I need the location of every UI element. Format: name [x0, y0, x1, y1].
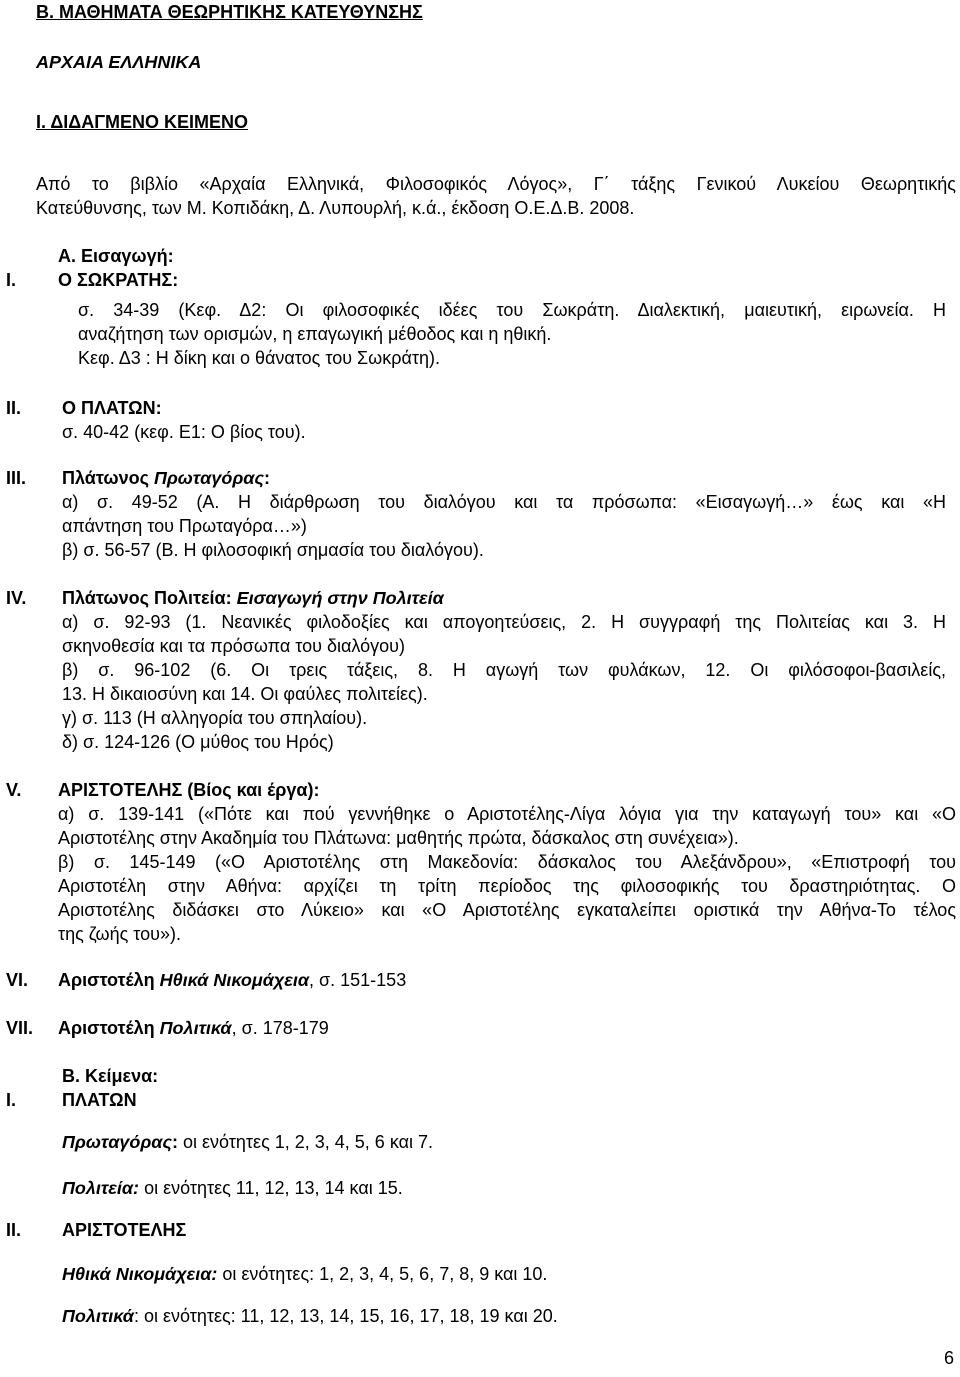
nicomachean-ethics-line: Αριστοτέλη Ηθικά Νικομάχεια, σ. 151-153 [58, 970, 407, 990]
page-number: 6 [944, 1348, 955, 1368]
numeral-v: V. [6, 780, 22, 800]
part-title: Ι. ΔΙΔΑΓΜΕΝΟ ΚΕΙΜΕΝΟ [36, 112, 249, 132]
protagoras-line-2: απάντηση του Πρωταγόρα…») [62, 516, 307, 536]
republic-line-2: σκηνοθεσία και τα πρόσωπα του διαλόγου) [62, 636, 406, 656]
plato-line-1: σ. 40-42 (κεφ. Ε1: Ο βίος του). [62, 422, 306, 442]
republic-line-5: γ) σ. 113 (Η αλληγορία του σπηλαίου). [62, 708, 368, 728]
aristotle-line-6: της ζωής του»). [58, 924, 181, 944]
republic-line-1: α) σ. 92-93 (1. Νεανικές φιλοδοξίες και απογοητεύσεις, 2. Η συγγραφή της Πολιτείας και 3. Η [62, 612, 946, 632]
protagoras-line-1: α) σ. 49-52 (Α. Η διάρθρωση του διαλόγου και τα πρόσωπα: «Εισαγωγή…» έως και «Η [62, 492, 946, 512]
numeral-texts-ii: II. [6, 1220, 22, 1240]
politics-units: Πολιτικά: οι ενότητες: 11, 12, 13, 14, 15, 16, 17, 18, 19 και 20. [62, 1306, 558, 1326]
numeral-iii: III. [6, 468, 27, 488]
numeral-ii: II. [6, 398, 22, 418]
plato-texts-heading: ΠΛΑΤΩΝ [62, 1090, 137, 1110]
socrates-line-2: αναζήτηση των ορισμών, η επαγωγική μέθοδος και η ηθική. [78, 324, 552, 344]
aristotle-line-2: Αριστοτέλης στην Ακαδημία του Πλάτωνα: μαθητής πρώτα, δάσκαλος στη συνέχεια»). [58, 828, 739, 848]
ethics-units: Ηθικά Νικομάχεια: οι ενότητες: 1, 2, 3, 4, 5, 6, 7, 8, 9 και 10. [62, 1264, 548, 1284]
numeral-i: I. [6, 270, 17, 290]
aristotle-texts-heading: ΑΡΙΣΤΟΤΕΛΗΣ [62, 1220, 187, 1240]
socrates-heading: Ο ΣΩΚΡΑΤΗΣ: [58, 270, 179, 290]
protagoras-units: Πρωταγόρας: οι ενότητες 1, 2, 3, 4, 5, 6 και 7. [62, 1132, 434, 1152]
texts-heading: Β. Κείμενα: [62, 1066, 159, 1086]
numeral-vii: VII. [6, 1018, 34, 1038]
republic-line-6: δ) σ. 124-126 (Ο μύθος του Ηρός) [62, 732, 334, 752]
subject-title: ΑΡΧΑΙΑ ΕΛΛΗΝΙΚΑ [36, 52, 202, 72]
politics-line: Αριστοτέλη Πολιτικά, σ. 178-179 [58, 1018, 329, 1038]
protagoras-heading: Πλάτωνος Πρωταγόρας: [62, 468, 270, 488]
socrates-line-3: Κεφ. Δ3 : Η δίκη και ο θάνατος του Σωκράτη). [78, 348, 440, 368]
section-title: Β. ΜΑΘΗΜΑΤΑ ΘΕΩΡΗΤΙΚΗΣ ΚΑΤΕΥΘΥΝΣΗΣ [36, 2, 423, 22]
aristotle-line-1: α) σ. 139-141 («Πότε και πού γεννήθηκε ο Αριστοτέλης-Λίγα λόγια για την καταγωγή του» και «Ο [58, 804, 956, 824]
republic-line-3: β) σ. 96-102 (6. Οι τρεις τάξεις, 8. Η αγωγή των φυλάκων, 12. Οι φιλόσοφοι-βασιλείς, [62, 660, 946, 680]
aristotle-heading: ΑΡΙΣΤΟΤΕΛΗΣ (Βίος και έργα): [58, 780, 320, 800]
republic-units: Πολιτεία: οι ενότητες 11, 12, 13, 14 και 15. [62, 1178, 403, 1198]
aristotle-line-4: Αριστοτέλη στην Αθήνα: αρχίζει τη τρίτη περίοδος της φιλοσοφικής του δραστηριότητας. Ο [58, 876, 956, 896]
numeral-texts-i: I. [6, 1090, 17, 1110]
numeral-iv: IV. [6, 588, 27, 608]
aristotle-line-3: β) σ. 145-149 («Ο Αριστοτέλης στη Μακεδονία: δάσκαλος του Αλεξάνδρου», «Επιστροφή του [58, 852, 956, 872]
intro-line-2: Κατεύθυνσης, των Μ. Κοπιδάκη, Δ. Λυπουρλή, κ.ά., έκδοση Ο.Ε.Δ.Β. 2008. [36, 198, 635, 218]
plato-heading: Ο ΠΛΑΤΩΝ: [62, 398, 162, 418]
republic-heading: Πλάτωνος Πολιτεία: Εισαγωγή στην Πολιτεία [62, 588, 444, 608]
socrates-line-1: σ. 34-39 (Κεφ. Δ2: Οι φιλοσοφικές ιδέες του Σωκράτη. Διαλεκτική, μαιευτική, ειρωνεία. Η [78, 300, 946, 320]
protagoras-line-3: β) σ. 56-57 (Β. Η φιλοσοφική σημασία του διαλόγου). [62, 540, 484, 560]
aristotle-line-5: Αριστοτέλης διδάσκει στο Λύκειο» και «Ο Αριστοτέλης εγκαταλείπει οριστικά την Αθήνα-Το τέλος [58, 900, 956, 920]
introduction-heading: Α. Εισαγωγή: [58, 246, 174, 266]
intro-line-1: Από το βιβλίο «Αρχαία Ελληνικά, Φιλοσοφικός Λόγος», Γ΄ τάξης Γενικού Λυκείου Θεωρητικής [36, 174, 956, 194]
republic-line-4: 13. Η δικαιοσύνη και 14. Οι φαύλες πολιτείες). [62, 684, 428, 704]
numeral-vi: VI. [6, 970, 29, 990]
